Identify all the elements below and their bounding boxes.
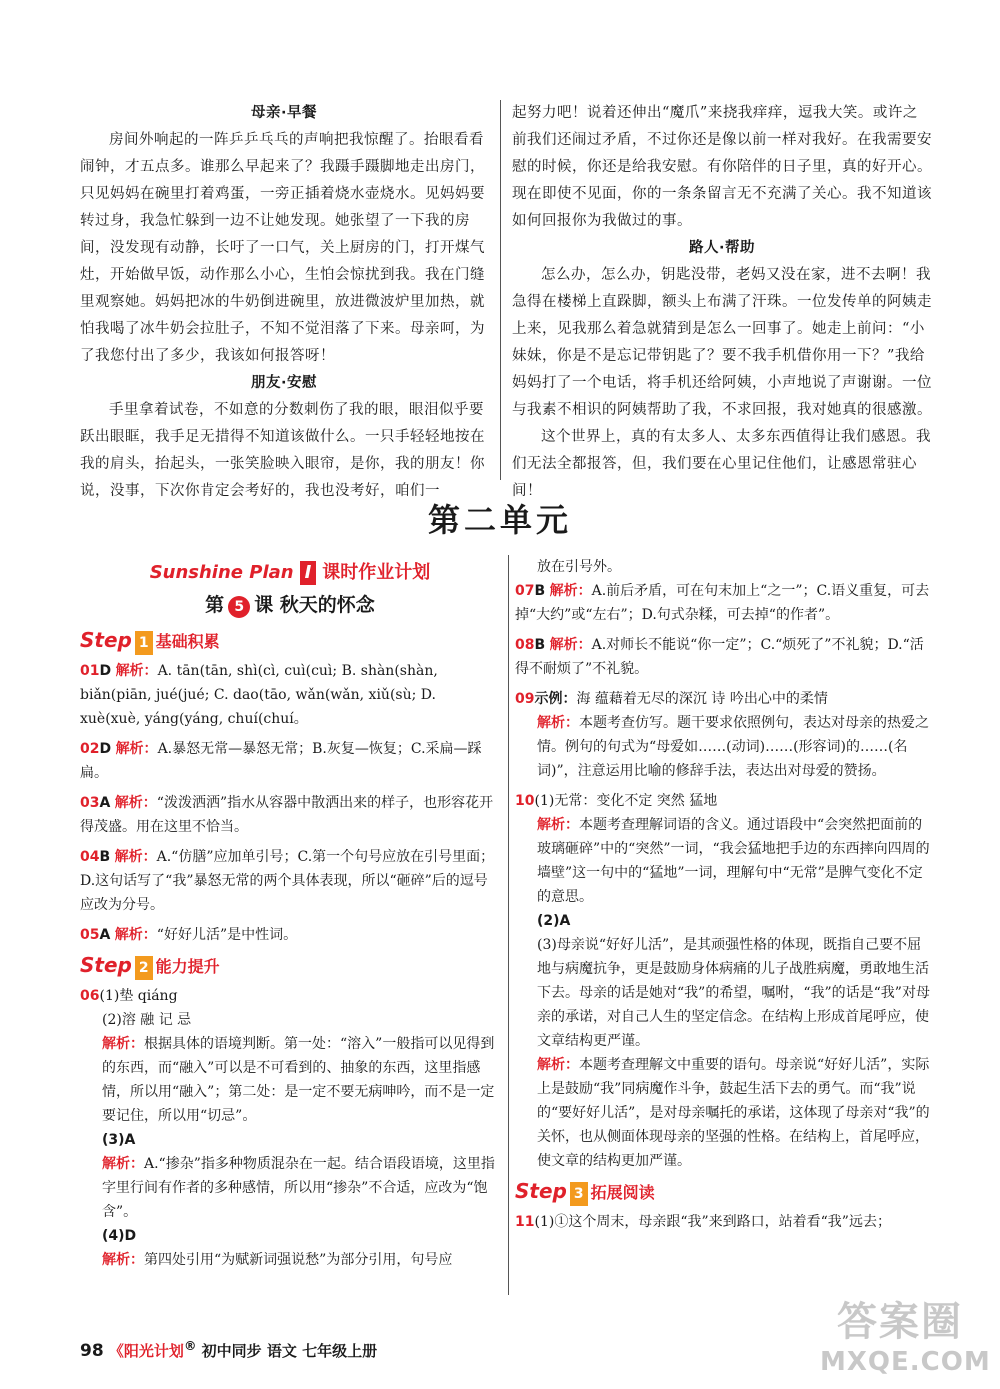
- analysis-tag: 解析：: [102, 1156, 144, 1172]
- answer-letter: A: [99, 927, 111, 943]
- analysis-tag: 解析：: [537, 1057, 579, 1073]
- answer-letter: A: [99, 795, 111, 811]
- lesson-name: 课 秋天的怀念: [254, 594, 375, 616]
- example-text: 海 蕴藉着无尽的深沉 诗 吟出心中的柔情: [576, 691, 828, 707]
- column-divider-bottom: [508, 555, 509, 1295]
- watermark-logo: [820, 1290, 991, 1377]
- footer-book-title: 初中同步 语文 七年级上册: [201, 1342, 378, 1360]
- section-body-mother: 房间外响起的一阵乒乒乓乓的声响把我惊醒了。抬眼看看闹钟，才五点多。谁那么早起来了？我蹑手蹑脚地走出房门，只见妈妈在碗里打着鸡蛋，一旁正插着烧水壶烧水。见妈妈要转过身，我急忙躲到一边不让她发现。她张望了一下我的房间，没发现有动静，长吁了一口气，关上厨房的门，打开煤气灶，开始做早饭，动作那么小心，生怕会惊扰到我。我在门缝里观察她。妈妈把冰的牛奶倒进碗里，放进微波炉里加热，就怕我喝了冰牛奶会拉肚子，不知不觉泪落了下来。母亲呵，为了我您付出了多少，我该如何报答呀！: [80, 132, 485, 364]
- answer-letter: B: [534, 637, 546, 653]
- question-number: 09: [515, 691, 535, 707]
- question-number: 02: [80, 741, 100, 757]
- question-08: [515, 633, 935, 681]
- top-left-column: [80, 100, 488, 505]
- analysis-tag: 解析：: [549, 637, 592, 653]
- analysis-tag: 解析：: [102, 1252, 144, 1268]
- step-1-heading: [80, 628, 500, 655]
- page-number: 98: [80, 1341, 104, 1361]
- answer-letter: B: [99, 849, 111, 865]
- continued-text: 放在引号外。: [537, 559, 621, 575]
- question-number: 05: [80, 927, 100, 943]
- analysis-text: A.暴怒无常—暴怒无常；B.灰复—恢复；C.采扁—踩扁。: [80, 741, 482, 781]
- analysis-text: 本题考查理解词语的含义。通过语段中“会突然把面前的玻璃砸碎”中的“突然”一词，“我会猛地把手边的东西摔向四周的墙壁”这一句中的“猛地”一词，理解句中“无常”是脾气变化不定的意思。: [537, 817, 930, 905]
- answer-line: (4)D: [102, 1228, 137, 1244]
- footer-arrow: 《: [108, 1342, 124, 1360]
- bottom-left-column: [80, 555, 500, 1278]
- analysis-text: A.“仿膳”应加单引号；C.第一个句号应放在引号里面；D.这句话写了“我”暴怒无常的两个具体表现，所以“砸碎”后的逗号应改为分号。: [80, 849, 495, 913]
- analysis-tag: 解析：: [114, 795, 157, 811]
- question-number: 03: [80, 795, 100, 811]
- analysis-text: “好好儿活”是中性词。: [156, 927, 298, 943]
- answer-letter: B: [534, 583, 546, 599]
- question-number: 11: [515, 1214, 535, 1230]
- analysis-text: 根据具体的语境判断。第一处：“溶入”一般指可以见得到的东西，而“融入”可以是不可看到的、抽象的东西，这里指感情，所以用“融入”；第二处：是一定不要无病呻吟，而不是一定要记住，所以用“切忌”。: [102, 1036, 495, 1124]
- bottom-right-column: [515, 555, 935, 1240]
- analysis-text: A.“掺杂”指多种物质混杂在一起。结合语段语境，这里指字里行间有作者的多种感情，所以用“掺杂”不合适，应改为“饱含”。: [102, 1156, 495, 1220]
- section-body-conclusion: 这个世界上，真的有太多人、太多东西值得让我们感恩。我们无法全都报答，但，我们要在心里记住他们，让感恩常驻心间！: [512, 429, 931, 499]
- question-number: 10: [515, 793, 535, 809]
- section-body-friend: 手里拿着试卷，不如意的分数刺伤了我的眼，眼泪似乎要跃出眼眶，我手足无措得不知道该做什么。一只手轻轻地按在我的肩头，抬起头，一张笑脸映入眼帘，是你，我的朋友！你说，没事，下次你肯定会考好的，我也没考好，咱们一: [80, 402, 485, 499]
- answer-line: (2)A: [537, 913, 571, 929]
- plan-name: Sunshine Plan: [149, 562, 294, 583]
- sunshine-plan-header: [80, 561, 500, 585]
- lesson-number: 5: [228, 596, 250, 618]
- section-title-stranger: 路人·帮助: [688, 240, 755, 256]
- answer-line: (1)无常：变化不定 突然 猛地: [534, 793, 718, 809]
- step-number: 3: [570, 1182, 588, 1206]
- question-09: [515, 687, 935, 783]
- analysis-text: A. tān(tān, shì(cì, cuì(cuì; B. shàn(shàn, biǎn(piān, jué(jué; C. dao(tāo, wǎn(wǎn, xiǔ(sù; D. xuè(xuè, yáng(yáng, chuí(chuí。: [80, 663, 438, 727]
- answer-line: (3)A: [102, 1132, 136, 1148]
- question-05: [80, 923, 500, 947]
- question-04: [80, 845, 500, 917]
- column-divider-top: [500, 100, 501, 480]
- step-number: 1: [135, 631, 153, 655]
- analysis-tag: 解析：: [115, 663, 158, 679]
- analysis-text: A.对师长不能说“你一定”；C.“烦死了”不礼貌；D.“活得不耐烦了”不礼貌。: [515, 637, 924, 677]
- analysis-tag: 解析：: [102, 1036, 144, 1052]
- question-03: [80, 791, 500, 839]
- question-number: 06: [80, 988, 100, 1004]
- answer-letter: D: [99, 663, 112, 679]
- question-number: 01: [80, 663, 100, 679]
- question-10: [515, 789, 935, 1173]
- step-title: 拓展阅读: [590, 1183, 655, 1202]
- page-footer: [80, 1338, 377, 1361]
- plan-badge: I: [300, 561, 317, 585]
- analysis-text: 本题考查仿写。题干要求依照例句，表达对母亲的热爱之情。例句的句式为“母爱如……(动词)……(形容词)的……(名词)”，注意运用比喻的修辞手法，表达出对母爱的赞扬。: [537, 715, 929, 779]
- step-word: Step: [80, 628, 132, 652]
- step-word: Step: [80, 953, 132, 977]
- question-06: [80, 984, 500, 1272]
- question-01: [80, 659, 500, 731]
- example-label: 示例：: [534, 691, 577, 707]
- question-02: [80, 737, 500, 785]
- analysis-text: 第四处引用“为赋新词强说愁”为部分引用，句号应: [144, 1252, 453, 1268]
- footer-brand: 阳光计划: [123, 1342, 184, 1360]
- analysis-tag: 解析：: [549, 583, 592, 599]
- analysis-tag: 解析：: [115, 741, 158, 757]
- section-body-stranger: 怎么办，怎么办，钥匙没带，老妈又没在家，进不去啊！我急得在楼梯上直跺脚，额头上布满了汗珠。一位发传单的阿姨走上来，见我那么着急就猜到是怎么一回事了。她走上前问：“小妹妹，你是不是忘记带钥匙了？要不我手机借你用一下？”我给妈妈打了一个电话，将手机还给阿姨，小声地说了声谢谢。一位与我素不相识的阿姨帮助了我，不求回报，我对她真的很感激。: [512, 267, 932, 418]
- section-title-friend: 朋友·安慰: [250, 375, 317, 391]
- top-right-column: [512, 100, 932, 505]
- analysis-text: 本题考查理解文中重要的语句。母亲说“好好儿活”，实际上是鼓励“我”同病魔作斗争，鼓起生活下去的勇气。而“我”说的“要好好儿活”，是对母亲嘱托的承诺，这体现了母亲对“我”的关怀，也从侧面体现母亲的坚强的性格。在结构上，首尾呼应，使文章的结构更加严谨。: [537, 1057, 930, 1169]
- step-title: 能力提升: [155, 957, 220, 976]
- lesson-title: [80, 593, 500, 618]
- section-title-mother: 母亲·早餐: [250, 105, 317, 121]
- step-word: Step: [515, 1179, 567, 1203]
- step-2-heading: [80, 953, 500, 980]
- answer-letter: D: [99, 741, 112, 757]
- question-number: 08: [515, 637, 535, 653]
- watermark-line2: MXQE.COM: [820, 1347, 991, 1377]
- question-number: 07: [515, 583, 535, 599]
- analysis-tag: 解析：: [114, 849, 157, 865]
- answer-line: (2)溶 融 记 忌: [102, 1012, 192, 1028]
- question-07: [515, 579, 935, 627]
- answer-line: (1)①这个周末，母亲跟“我”来到路口，站着看“我”远去；: [534, 1214, 891, 1230]
- watermark-line1: 答案圈: [837, 1299, 963, 1345]
- lesson-prefix: 第: [205, 594, 225, 616]
- step-3-heading: [515, 1179, 935, 1206]
- step-title: 基础积累: [155, 632, 220, 651]
- registered-mark: ®: [183, 1338, 197, 1353]
- question-11: [515, 1210, 935, 1234]
- unit-title: 第二单元: [427, 501, 572, 539]
- analysis-tag: 解析：: [114, 927, 157, 943]
- analysis-text: “泼泼洒洒”指水从容器中散洒出来的样子，也形容花开得茂盛。用在这里不恰当。: [80, 795, 494, 835]
- question-number: 04: [80, 849, 100, 865]
- analysis-tag: 解析：: [537, 715, 579, 731]
- analysis-tag: 解析：: [537, 817, 579, 833]
- answer-line: (3)母亲说“好好儿活”，是其顽强性格的体现，既指自己要不屈地与病魔抗争，更是鼓励身体病痛的儿子战胜病魔，勇敢地生活下去。母亲的话是她对“我”的希望，嘱咐，“我”的话是“我”对母亲的承诺，对自己人生的坚定信念。在结构上形成首尾呼应，使文章结构更严谨。: [537, 937, 930, 1049]
- section-body-friend-cont: 起努力吧！说着还伸出“魔爪”来挠我痒痒，逗我大笑。或许之前我们还闹过矛盾，不过你还是像以前一样对我好。在我需要安慰的时候，你还是给我安慰。有你陪伴的日子里，真的好开心。现在即使不见面，你的一条条留言无不充满了关心。我不知道该如何回报你为我做过的事。: [512, 105, 932, 229]
- step-number: 2: [135, 956, 153, 980]
- plan-subtitle: 课时作业计划: [322, 562, 431, 583]
- analysis-text: A.前后矛盾，可在句末加上“之一”；C.语义重复，可去掉“大约”或“左右”；D.句式杂糅，可去掉“的作者”。: [515, 583, 930, 623]
- answer-line: (1)垫 qiáng: [99, 988, 178, 1004]
